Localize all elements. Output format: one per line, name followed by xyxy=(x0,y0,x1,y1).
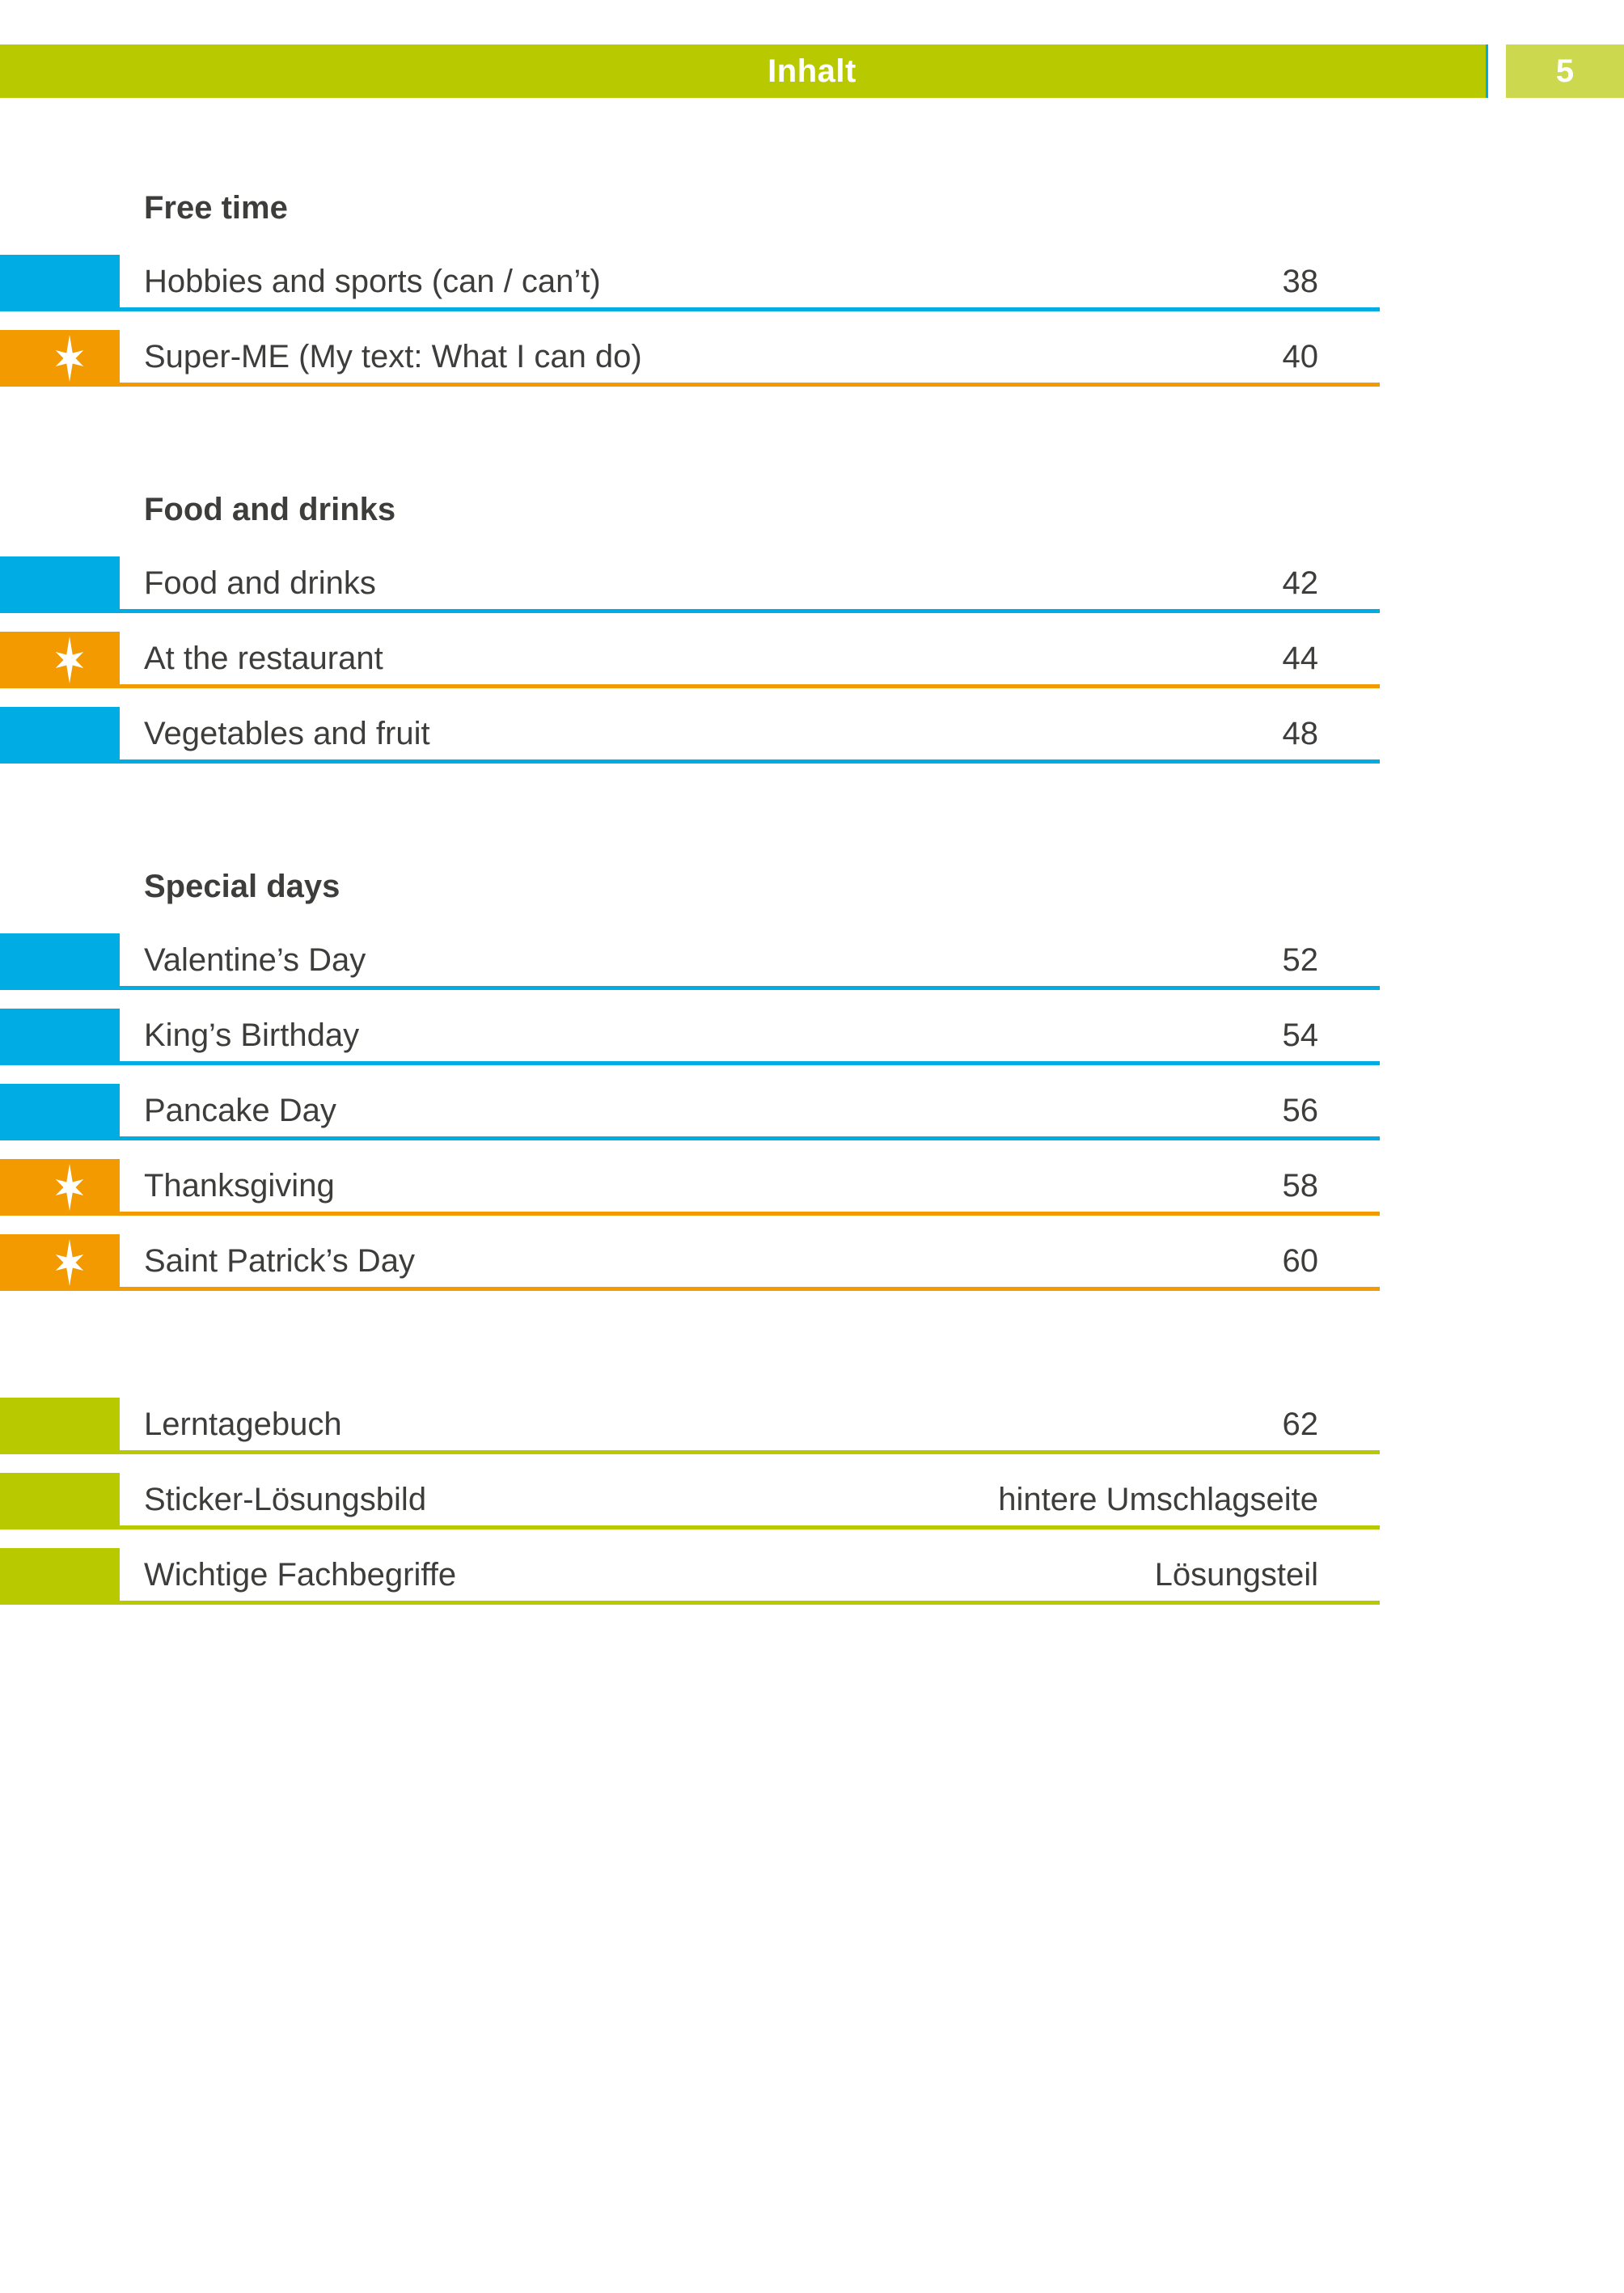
row-color-block xyxy=(0,255,120,311)
toc-entry-page: 52 xyxy=(1282,941,1318,978)
toc-entry-page: hintere Umschlagseite xyxy=(998,1481,1318,1517)
row-content xyxy=(120,1009,1380,1065)
toc-entry-title: Valentine’s Day xyxy=(144,941,366,978)
toc-entry-title: Pancake Day xyxy=(144,1092,336,1128)
row-content xyxy=(120,1234,1380,1291)
row-color-block xyxy=(0,707,120,764)
row-color-block xyxy=(0,933,120,990)
toc-entry-title: Vegetables and fruit xyxy=(144,715,430,751)
row-content xyxy=(120,330,1380,387)
toc-entry-page: 44 xyxy=(1282,640,1318,676)
row-content xyxy=(120,1398,1380,1454)
toc-entry-title: Wichtige Fachbegriffe xyxy=(144,1556,457,1593)
row-content xyxy=(120,255,1380,311)
toc-row xyxy=(0,1009,1380,1065)
star-icon xyxy=(49,334,91,383)
row-color-block xyxy=(0,632,120,688)
row-color-block xyxy=(0,1084,120,1140)
page-number-box xyxy=(1506,44,1624,98)
toc-row xyxy=(0,1548,1380,1605)
row-color-block xyxy=(0,1159,120,1216)
section-heading: Food and drinks xyxy=(144,492,396,527)
row-content xyxy=(120,556,1380,613)
section-appendix xyxy=(0,1398,1624,1605)
toc-entry-page: 58 xyxy=(1282,1167,1318,1204)
row-content xyxy=(120,933,1380,990)
row-content xyxy=(120,1084,1380,1140)
row-color-block xyxy=(0,1234,120,1291)
toc-row xyxy=(0,1473,1380,1529)
toc-row xyxy=(0,1159,1380,1216)
toc-entry-page: 38 xyxy=(1282,263,1318,299)
toc-entry-page: 62 xyxy=(1282,1406,1318,1442)
toc-entry-page: 54 xyxy=(1282,1017,1318,1053)
toc-entry-page: 56 xyxy=(1282,1092,1318,1128)
row-content xyxy=(120,1159,1380,1216)
section-heading: Free time xyxy=(144,190,288,226)
toc-row xyxy=(0,255,1380,311)
row-color-block xyxy=(0,1009,120,1065)
section-special-days xyxy=(0,764,1624,1291)
star-icon xyxy=(49,1163,91,1212)
toc-entry-title: At the restaurant xyxy=(144,640,383,676)
toc-entry-page: Lösungsteil xyxy=(1154,1556,1318,1593)
section-food-and-drinks xyxy=(0,387,1624,764)
toc-entry-page: 42 xyxy=(1282,565,1318,601)
row-color-block xyxy=(0,330,120,387)
toc-entry-title: Saint Patrick’s Day xyxy=(144,1242,415,1279)
row-content xyxy=(120,707,1380,764)
row-content xyxy=(120,1548,1380,1605)
toc-entry-page: 40 xyxy=(1282,338,1318,374)
toc-row xyxy=(0,1234,1380,1291)
section-free-time xyxy=(0,98,1624,387)
row-color-block xyxy=(0,1548,120,1605)
row-color-block xyxy=(0,556,120,613)
page-header xyxy=(0,44,1624,98)
page-number: 5 xyxy=(1555,53,1575,89)
toc-row xyxy=(0,632,1380,688)
toc-entry-page: 60 xyxy=(1282,1242,1318,1279)
toc-entry-title: Super-ME (My text: What I can do) xyxy=(144,338,642,374)
toc-row xyxy=(0,933,1380,990)
toc-entry-title: King’s Birthday xyxy=(144,1017,360,1053)
toc-row xyxy=(0,556,1380,613)
toc-row xyxy=(0,1398,1380,1454)
toc-row xyxy=(0,330,1380,387)
toc-entry-title: Thanksgiving xyxy=(144,1167,335,1204)
toc-row xyxy=(0,1084,1380,1140)
toc-entry-page: 48 xyxy=(1282,715,1318,751)
row-content xyxy=(120,632,1380,688)
star-icon xyxy=(49,636,91,684)
row-color-block xyxy=(0,1473,120,1529)
toc-row xyxy=(0,707,1380,764)
star-icon xyxy=(49,1238,91,1287)
row-content xyxy=(120,1473,1380,1529)
page-title: Inhalt xyxy=(768,53,856,89)
row-color-block xyxy=(0,1398,120,1454)
toc-entry-title: Food and drinks xyxy=(144,565,376,601)
toc-entry-title: Hobbies and sports (can / can’t) xyxy=(144,263,601,299)
section-heading: Special days xyxy=(144,869,340,904)
toc-entry-title: Lerntagebuch xyxy=(144,1406,342,1442)
toc-entry-title: Sticker-Lösungsbild xyxy=(144,1481,427,1517)
